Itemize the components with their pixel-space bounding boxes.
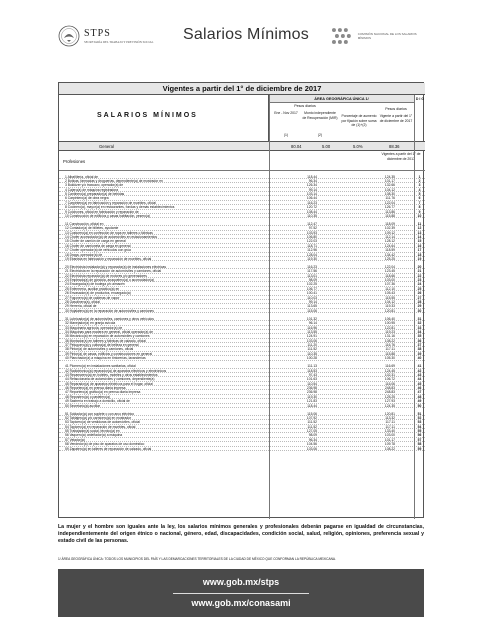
footer-divider — [173, 593, 309, 594]
salary-current: 248.83 — [384, 386, 395, 391]
general-value-1: 80.04 — [291, 144, 302, 149]
profession-name: 12 Contador(a) de billetes, ayudante — [65, 226, 119, 231]
profession-name: 6 Carpintero(a) de obra negra — [65, 196, 109, 201]
profession-group — [59, 412, 425, 452]
salary-previous: 100.41 — [306, 291, 317, 296]
digit-number: 40 — [417, 356, 422, 361]
salary-previous: 111.52 — [307, 424, 317, 429]
digit-number: 12 — [417, 226, 422, 231]
digit-number: 14 — [417, 235, 422, 240]
salary-current: 124.64 — [384, 243, 395, 248]
table-main-title: SALARIOS MÍNIMOS — [97, 112, 198, 119]
conasami-logo — [330, 20, 430, 52]
digit-column-header: D I G — [414, 95, 425, 142]
profession-name: 57 Velador(a) — [65, 437, 85, 442]
salary-previous: 107.92 — [306, 415, 317, 420]
salary-current: 134.42 — [384, 252, 395, 257]
profession-name: 25 Enfermería, auxiliar práctico(a) en — [65, 286, 120, 291]
salary-current: 248.83 — [384, 390, 395, 395]
column-1-header: Ene - Nov 2017 — [274, 111, 298, 115]
general-row — [59, 142, 425, 151]
digit-number: 6 — [418, 196, 421, 201]
profession-group — [59, 175, 425, 219]
profession-name: 44 Refaccionaria de automóviles y camiones, dependiente(a) — [65, 377, 155, 382]
profession-name: 19 Ebanista en fabricación y reparación de muebles, oficial — [65, 257, 152, 262]
profession-name: 9 Colchones, oficial en fabricación y reparación de — [65, 209, 139, 214]
digit-number: 13 — [417, 230, 422, 235]
profession-name: 28 Gasolinero(a), oficial — [65, 300, 100, 305]
salary-previous: 98.09 — [308, 433, 317, 438]
profession-name: 33 Maquinaria agrícola, operador(a) de — [65, 325, 123, 330]
digit-number: 36 — [417, 338, 422, 343]
profession-name: 24 Encargado(a) de bodega y/o almacén — [65, 282, 125, 287]
column-divider — [269, 95, 270, 519]
column-2-number: (2) — [317, 133, 323, 137]
digit-number: 9 — [418, 209, 421, 214]
salary-previous: 101.63 — [306, 377, 317, 382]
salary-current: 105.30 — [384, 356, 395, 361]
professions-list — [59, 171, 425, 451]
salary-current: 106.72 — [384, 377, 395, 382]
salary-current: 122.04 — [384, 200, 395, 205]
digit-number: 37 — [417, 343, 422, 348]
conasami-logo-icon — [330, 25, 354, 47]
salary-previous: 112.47 — [307, 221, 317, 226]
salary-current: 115.55 — [385, 295, 395, 300]
profession-name: 56 Vaquero(a) ordeñador(a) a máquina — [65, 433, 123, 438]
salary-current: 102.31 — [384, 372, 395, 377]
profession-name: 39 Pintor(a) de casas, edificios y construcciones en general — [65, 351, 153, 356]
salary-previous: 96.34 — [308, 178, 317, 183]
profession-name: 49 Sastrería en trabajo a domicilio, oficial de — [65, 399, 130, 404]
salary-current: 107.36 — [384, 282, 395, 287]
table-header — [59, 95, 425, 142]
salary-current: 126.77 — [384, 205, 395, 210]
digit-number: 16 — [417, 243, 422, 248]
profession-name: 14 Chofer acomodador(a) de automóviles en estacionamientos — [65, 235, 157, 240]
salary-previous: 122.03 — [306, 239, 317, 244]
digit-number: 22 — [417, 273, 422, 278]
digit-number: 15 — [417, 239, 422, 244]
salary-current: 120.81 — [384, 411, 395, 416]
salary-current: 100.95 — [384, 321, 395, 326]
profession-name: 8 Cocinero(a), mayor(a) en restaurantes, fondas y demás establecimientos — [65, 205, 175, 210]
table-header-left — [59, 95, 269, 142]
salary-current: 106.40 — [384, 316, 395, 321]
salary-current: 124.35 — [384, 174, 395, 179]
salary-previous: 120.72 — [306, 205, 317, 210]
salary-previous: 110.03 — [307, 295, 317, 300]
salary-current: 115.88 — [385, 214, 395, 219]
salary-current: 108.30 — [384, 192, 395, 197]
salary-current: 101.17 — [384, 178, 395, 183]
general-value-2: 5.00 — [322, 144, 331, 149]
salary-current: 127.93 — [384, 399, 395, 404]
profession-name: 43 Recamarero(a) en hoteles, moteles y otros establecimientos — [65, 372, 158, 377]
salary-previous: 103.06 — [306, 446, 317, 451]
salary-current: 117.11 — [385, 347, 395, 352]
digit-number: 51 — [417, 411, 422, 416]
salary-previous: 117.56 — [307, 269, 317, 274]
digit-number: 33 — [417, 325, 422, 330]
salary-current: 102.39 — [384, 226, 395, 231]
digit-number: 7 — [418, 200, 421, 205]
general-value-4: 88.36 — [389, 144, 400, 149]
digit-number: 34 — [417, 329, 422, 334]
digit-number: 49 — [417, 399, 422, 404]
digit-number: 21 — [417, 269, 422, 274]
salary-previous: 104.56 — [306, 442, 317, 447]
equality-statement: La mujer y el hombre son iguales ante la ley, los salarios mínimos generales y profesionales deberán pagarse en igualdad de circunstancias, independientemente del origen étnico o nacional, género, edad, discapacidades, condición social, salud, religión, opiniones, preferencia sexual y estado civil de las personas. — [58, 524, 424, 544]
profession-name: 30 Hojalatero(a) en la reparación de automóviles y camiones — [65, 308, 154, 313]
digit-number: 27 — [417, 295, 422, 300]
stps-url-link[interactable]: www.gob.mx/stps — [202, 577, 280, 587]
profession-name: 38 Pintor(a) de automóviles y camiones, oficial — [65, 347, 134, 352]
salary-current: 101.17 — [384, 437, 395, 442]
profession-name: 29 Herrería, oficial de — [65, 304, 97, 309]
salary-previous: 110.54 — [307, 381, 317, 386]
salary-current: 132.66 — [384, 183, 395, 188]
profession-name: 1 Albañilería, oficial de — [65, 174, 98, 179]
wage-table — [58, 82, 424, 518]
profession-name: 51 Soldador(a) con soplete o con arco eléctrico — [65, 411, 135, 416]
digit-number: 2 — [418, 178, 421, 183]
profession-name: 3 Buldózer y/o traxcavo, operador(a) de — [65, 183, 124, 188]
salary-previous: 115.06 — [307, 411, 317, 416]
digit-number: 43 — [417, 372, 422, 377]
header — [58, 18, 428, 54]
salary-previous: 115.06 — [307, 308, 317, 313]
salary-current: 123.45 — [384, 269, 395, 274]
digit-number: 46 — [417, 386, 422, 391]
salary-current: 125.25 — [384, 394, 395, 399]
salary-previous: 99.14 — [308, 300, 317, 305]
salary-previous: 101.32 — [306, 316, 317, 321]
salary-previous: 96.14 — [308, 321, 317, 326]
salary-previous: 236.98 — [306, 390, 317, 395]
salary-previous: 118.71 — [307, 243, 317, 248]
salary-current: 103.00 — [384, 278, 395, 283]
table-row — [59, 214, 425, 218]
salary-previous: 236.98 — [306, 386, 317, 391]
salary-previous: 96.34 — [308, 437, 317, 442]
digit-number: 23 — [417, 278, 422, 283]
profession-name: 55 Trabajador(a) social, técnico(a) en — [65, 429, 120, 434]
daily-pesos-label-2: Pesos diarios — [385, 107, 407, 111]
profession-name: 46 Reportero(a) en prensa diaria impresa — [65, 386, 126, 391]
digit-number: 38 — [417, 347, 422, 352]
professions-header — [59, 151, 425, 171]
digit-number: 8 — [418, 205, 421, 210]
profession-name: 53 Tapicero(a) de vestiduras de automóviles, oficial — [65, 420, 140, 425]
digit-number: 18 — [417, 252, 422, 257]
validity-title: Vigentes a partir del 1° de diciembre de 2017 — [59, 83, 425, 95]
digit-number: 26 — [417, 291, 422, 296]
salary-current: 117.11 — [385, 424, 395, 429]
salary-current: 124.35 — [384, 403, 395, 408]
salary-current: 119.33 — [385, 304, 395, 309]
profession-name: 5 Cantinero(a) preparador(a) de bebidas — [65, 192, 125, 197]
profession-name: 59 Zapatero(a) en talleres de reparación de calzado, oficial — [65, 446, 152, 451]
profession-name: 27 Fogonero(a) de calderas de vapor — [65, 295, 120, 300]
profession-name: 40 Planchador(a) a máquina en tintorerías, lavanderías — [65, 356, 146, 361]
general-value-3: 5.0% — [353, 144, 363, 149]
daily-pesos-label: Pesos diarios — [294, 104, 316, 108]
profession-name: 26 Envasador(a) de productos, encargado(a) — [65, 291, 131, 296]
profession-group — [59, 364, 425, 408]
stps-logo — [58, 20, 158, 52]
digit-number: 58 — [417, 442, 422, 447]
digit-number: 39 — [417, 351, 422, 356]
profession-name: 18 Draga, operador(a) de — [65, 252, 103, 257]
digit-number: 35 — [417, 334, 422, 339]
geographic-area: ÁREA GEOGRÁFICA ÚNICA 1/ — [269, 95, 414, 103]
digit-number: 59 — [417, 446, 422, 451]
salary-previous: 124.91 — [306, 334, 317, 339]
column-3-header: Porcentaje de aumento por fijación sobre suma de (1)+(2) — [341, 114, 377, 127]
salary-current: 128.12 — [384, 239, 395, 244]
profession-group — [59, 222, 425, 262]
salary-previous: 113.65 — [307, 304, 317, 309]
digit-number: 31 — [417, 316, 422, 321]
salary-current: 116.76 — [385, 343, 395, 348]
salary-previous: 118.44 — [307, 174, 317, 179]
profession-name: 7 Carpintero(a) en fabricación y reparación de muebles, oficial — [65, 200, 156, 205]
digit-number: 48 — [417, 394, 422, 399]
salary-current: 104.12 — [384, 187, 395, 192]
profession-name: 11 Construcción, oficial en — [65, 221, 104, 226]
column-1-number: (1) — [283, 133, 289, 137]
digit-number: 30 — [417, 308, 422, 313]
salary-previous: 113.55 — [307, 329, 317, 334]
table-row — [59, 309, 425, 313]
salary-previous: 119.30 — [307, 257, 317, 262]
salary-previous: 111.52 — [307, 347, 317, 352]
profession-name: 35 Mecánico(a) en reparación de automóviles y camiones — [65, 334, 150, 339]
digit-number: 32 — [417, 321, 422, 326]
salary-previous: 111.20 — [307, 343, 317, 348]
salary-current: 118.59 — [385, 248, 395, 253]
profession-name: 45 Reparador(a) de aparatos eléctricos para el hogar, oficial — [65, 381, 153, 386]
salary-previous: 116.23 — [307, 264, 317, 269]
profession-name: 10 Construcción de edificios y casas habitación, yesero(a) — [65, 214, 151, 219]
salary-current: 104.12 — [384, 300, 395, 305]
column-divider — [414, 95, 415, 519]
salary-current: 120.81 — [384, 308, 395, 313]
profession-name: 32 Manejador(a) en granja avícola — [65, 321, 116, 326]
column-2-header: Monto independiente de Recuperación (MIR) — [302, 111, 338, 120]
profession-name: 42 Radiotécnico(a) reparador(a) de aparatos eléctricos y electrónicos — [65, 368, 167, 373]
general-label: General — [99, 144, 114, 149]
salary-current: 117.11 — [385, 420, 395, 425]
digit-number: 52 — [417, 415, 422, 420]
profession-name: 54 Tapicero(a) en reparación de muebles, oficial — [65, 424, 136, 429]
salary-current: 112.14 — [385, 235, 395, 240]
digit-number: 45 — [417, 381, 422, 386]
stps-name: STPS — [84, 27, 111, 39]
professions-label: Profesiones — [63, 159, 86, 164]
salary-previous: 121.83 — [306, 399, 317, 404]
profession-name: 36 Montador(a) en talleres y fábricas de calzado, oficial — [65, 338, 146, 343]
salary-previous: 116.23 — [307, 200, 317, 205]
eagle-emblem-icon — [58, 25, 80, 47]
profession-name: 37 Peluquero(a) y cultora(a) de belleza en general — [65, 343, 139, 348]
profession-name: 21 Electricista en la reparación de automóviles y camiones, oficial — [65, 269, 162, 274]
salary-current: 105.43 — [384, 291, 395, 296]
profession-name: 16 Chofer de camioneta de carga en general — [65, 243, 131, 248]
conasami-name: COMISIÓN NACIONAL DE LOS SALARIOS MÍNIMOS — [357, 32, 417, 40]
digit-number: 24 — [417, 282, 422, 287]
digit-number: 11 — [417, 221, 422, 226]
salary-previous: 97.43 — [308, 372, 317, 377]
salary-current: 122.04 — [384, 264, 395, 269]
profession-name: 22 Electricista reparador(a) de motores y/o generadores — [65, 273, 147, 278]
salary-previous: 118.53 — [307, 368, 317, 373]
salary-previous: 116.96 — [307, 325, 317, 330]
profession-name: 4 Cajero(a) de máquina registradora — [65, 187, 119, 192]
profession-name: 50 Secretario(a) auxiliar — [65, 403, 100, 408]
digit-number: 41 — [417, 364, 422, 369]
table-row — [59, 257, 425, 261]
digit-number: 56 — [417, 433, 422, 438]
profession-name: 34 Máquinas para madera en general, oficial operador(a) de — [65, 329, 153, 334]
salary-current: 115.88 — [385, 351, 395, 356]
salary-previous: 102.25 — [306, 282, 317, 287]
profession-name: 2 Boticas, farmacias y droguerías, dependiente(a) de mostrador en — [65, 178, 163, 183]
digit-number: 44 — [417, 377, 422, 382]
salary-current: 119.23 — [385, 329, 395, 334]
salary-previous: 128.04 — [306, 252, 317, 257]
salary-current: 113.32 — [385, 415, 395, 420]
digit-number: 42 — [417, 368, 422, 373]
profession-name: 52 Tablajero(a) y/o carnicero(a) en mostrador — [65, 415, 132, 420]
salary-current: 116.06 — [385, 381, 395, 386]
salary-previous: 127.05 — [306, 429, 317, 434]
salary-current: 112.10 — [385, 286, 395, 291]
profession-name: 17 Chofer operador(a) de vehículos con grúa — [65, 248, 131, 253]
profession-name: 47 Reportero(a) gráfico(a) en prensa diaria impresa — [65, 390, 141, 395]
salary-current: 116.69 — [385, 364, 395, 369]
digit-number: 57 — [417, 437, 422, 442]
salary-previous: 126.34 — [306, 183, 317, 188]
digit-number: 3 — [418, 183, 421, 188]
salary-previous: 103.06 — [306, 338, 317, 343]
profession-group — [59, 265, 425, 313]
digit-number: 5 — [418, 192, 421, 197]
conasami-url-link[interactable]: www.gob.mx/conasami — [191, 598, 291, 608]
digit-number: 28 — [417, 300, 422, 305]
digit-number: 19 — [417, 257, 422, 262]
salary-previous: 110.35 — [307, 351, 317, 356]
salary-current: 124.45 — [384, 368, 395, 373]
salary-previous: 99.14 — [308, 187, 317, 192]
digit-number: 50 — [417, 403, 422, 408]
stps-subtitle: SECRETARÍA DEL TRABAJO Y PREVISIÓN SOCIAL — [84, 39, 154, 44]
salary-previous: 106.80 — [306, 235, 317, 240]
digit-number: 10 — [417, 214, 422, 219]
salary-previous: 100.28 — [306, 356, 317, 361]
digit-number: 1 — [418, 174, 421, 179]
salary-previous: 113.01 — [307, 273, 317, 278]
column-4-header: Vigente a partir del 1° de diciembre de 2017 — [379, 114, 413, 123]
salary-current: 103.00 — [384, 433, 395, 438]
profession-group — [59, 317, 425, 361]
salary-previous: 97.52 — [308, 226, 317, 231]
salary-previous: 106.77 — [306, 286, 317, 291]
salary-current: 122.81 — [384, 325, 395, 330]
table-row — [59, 404, 425, 408]
profession-name: 13 Costurero(a) en confección de ropa en talleres o fábricas — [65, 230, 153, 235]
profession-name: 23 Empleado(a) de góndola, anaquelero(a) o acomodador(a) — [65, 278, 155, 283]
salary-current: 125.25 — [384, 257, 395, 262]
salary-previous: 112.96 — [307, 248, 317, 253]
salary-previous: 103.93 — [306, 230, 317, 235]
footer-banner — [58, 569, 424, 617]
digit-number: 29 — [417, 304, 422, 309]
salary-current: 133.40 — [384, 429, 395, 434]
profession-name: 20 Electricista instalador(a) y reparador(a) de instalaciones eléctricas — [65, 264, 166, 269]
table-row — [59, 356, 425, 360]
profession-name: 31 Lubricador(a) de automóviles, camiones y otros vehículos — [65, 316, 154, 321]
salary-previous: 118.44 — [307, 403, 317, 408]
salary-current: 118.66 — [385, 273, 395, 278]
footnote: 1/ ÁREA GEOGRÁFICA ÚNICA: TODOS LOS MUNICIPIOS DEL PAÍS Y LAS DEMARCACIONES TERRITORIALES DE LA CIUDAD DE MÉXICO QUE CONFORMAN LA REPÚBLICA MEXICANA. — [58, 557, 336, 561]
salary-previous: 111.13 — [307, 364, 317, 369]
salary-previous: 108.44 — [306, 209, 317, 214]
salary-current: 109.12 — [384, 230, 395, 235]
digit-number: 4 — [418, 187, 421, 192]
digit-number: 25 — [417, 286, 422, 291]
salary-previous: 98.09 — [308, 278, 317, 283]
digit-number: 17 — [417, 248, 422, 253]
salary-previous: 119.30 — [307, 394, 317, 399]
salary-current: 111.76 — [385, 196, 395, 201]
profession-name: 48 Repostero(a) o pastelero(a) — [65, 394, 111, 399]
profession-name: 41 Plomero(a) en instalaciones sanitarias, oficial — [65, 364, 136, 369]
salary-current: 108.22 — [384, 338, 395, 343]
profession-name: 58 Vendedor(a) de piso de aparatos de uso doméstico — [65, 442, 145, 447]
salary-previous: 111.52 — [307, 420, 317, 425]
salary-current: 113.86 — [385, 209, 395, 214]
salary-current: 108.22 — [384, 446, 395, 451]
table-row — [59, 447, 425, 451]
profession-name: 15 Chofer de camión de carga en general — [65, 239, 126, 244]
digit-number: 20 — [417, 264, 422, 269]
salary-current: 131.16 — [384, 334, 395, 339]
salary-previous: 110.35 — [307, 214, 317, 219]
salary-current: 109.78 — [384, 442, 395, 447]
page-title: Salarios Mínimos — [183, 26, 309, 43]
salary-previous: 106.44 — [306, 196, 317, 201]
digit-number: 53 — [417, 420, 422, 425]
digit-number: 54 — [417, 424, 422, 429]
salary-previous: 103.14 — [306, 192, 317, 197]
digit-number: 55 — [417, 429, 422, 434]
salary-current: 118.09 — [385, 221, 395, 226]
digit-number: 47 — [417, 390, 422, 395]
professions-validity: Vigentes a partir del 1° de diciembre de 2017 — [381, 152, 421, 161]
